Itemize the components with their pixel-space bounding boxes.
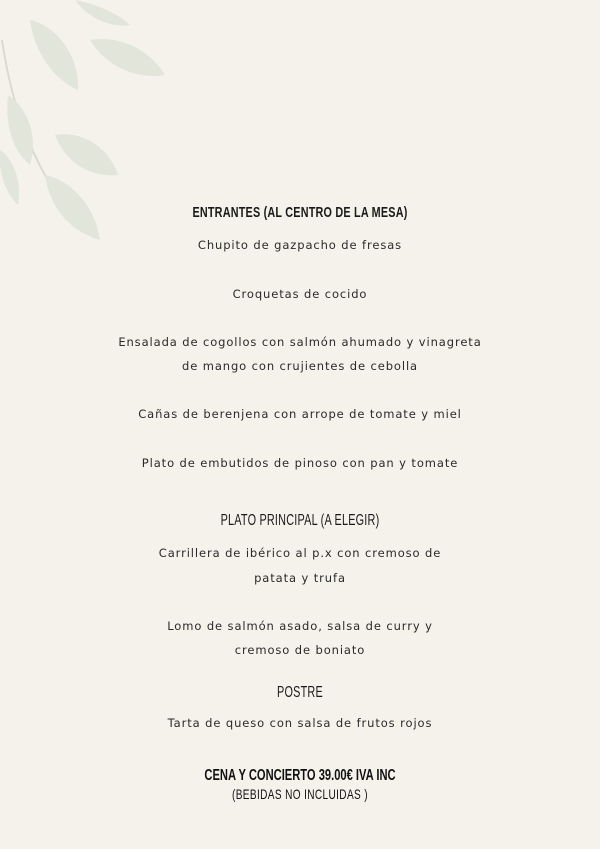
menu-item: Chupito de gazpacho de fresas: [197, 238, 403, 252]
menu-item: de mango con crujientes de cebolla: [182, 359, 418, 373]
menu-item: Tarta de queso con salsa de frutos rojos: [167, 716, 433, 730]
menu-item: Cañas de berenjena con arrope de tomate y miel: [138, 407, 462, 421]
menu-item: Ensalada de cogollos con salmón ahumado y vinagreta: [118, 335, 482, 349]
drinks-note: (BEBIDAS NO INCLUIDAS ): [232, 786, 368, 802]
menu-item: Carrillera de ibérico al p.x con cremoso de: [158, 546, 442, 560]
section-title-entrantes: ENTRANTES (AL CENTRO DE LA MESA): [192, 204, 408, 221]
menu-item: patata y trufa: [254, 571, 346, 585]
menu-item: Plato de embutidos de pinoso con pan y tomate: [141, 456, 459, 470]
menu-item: Lomo de salmón asado, salsa de curry y: [167, 619, 433, 633]
menu-item: Croquetas de cocido: [232, 287, 368, 301]
menu-item: cremoso de boniato: [234, 643, 366, 657]
section-title-plato-principal: PLATO PRINCIPAL (A ELEGIR): [220, 512, 380, 529]
section-title-postre: POSTRE: [277, 684, 323, 701]
price-line: CENA Y CONCIERTO 39.00€ IVA INC: [204, 767, 396, 784]
